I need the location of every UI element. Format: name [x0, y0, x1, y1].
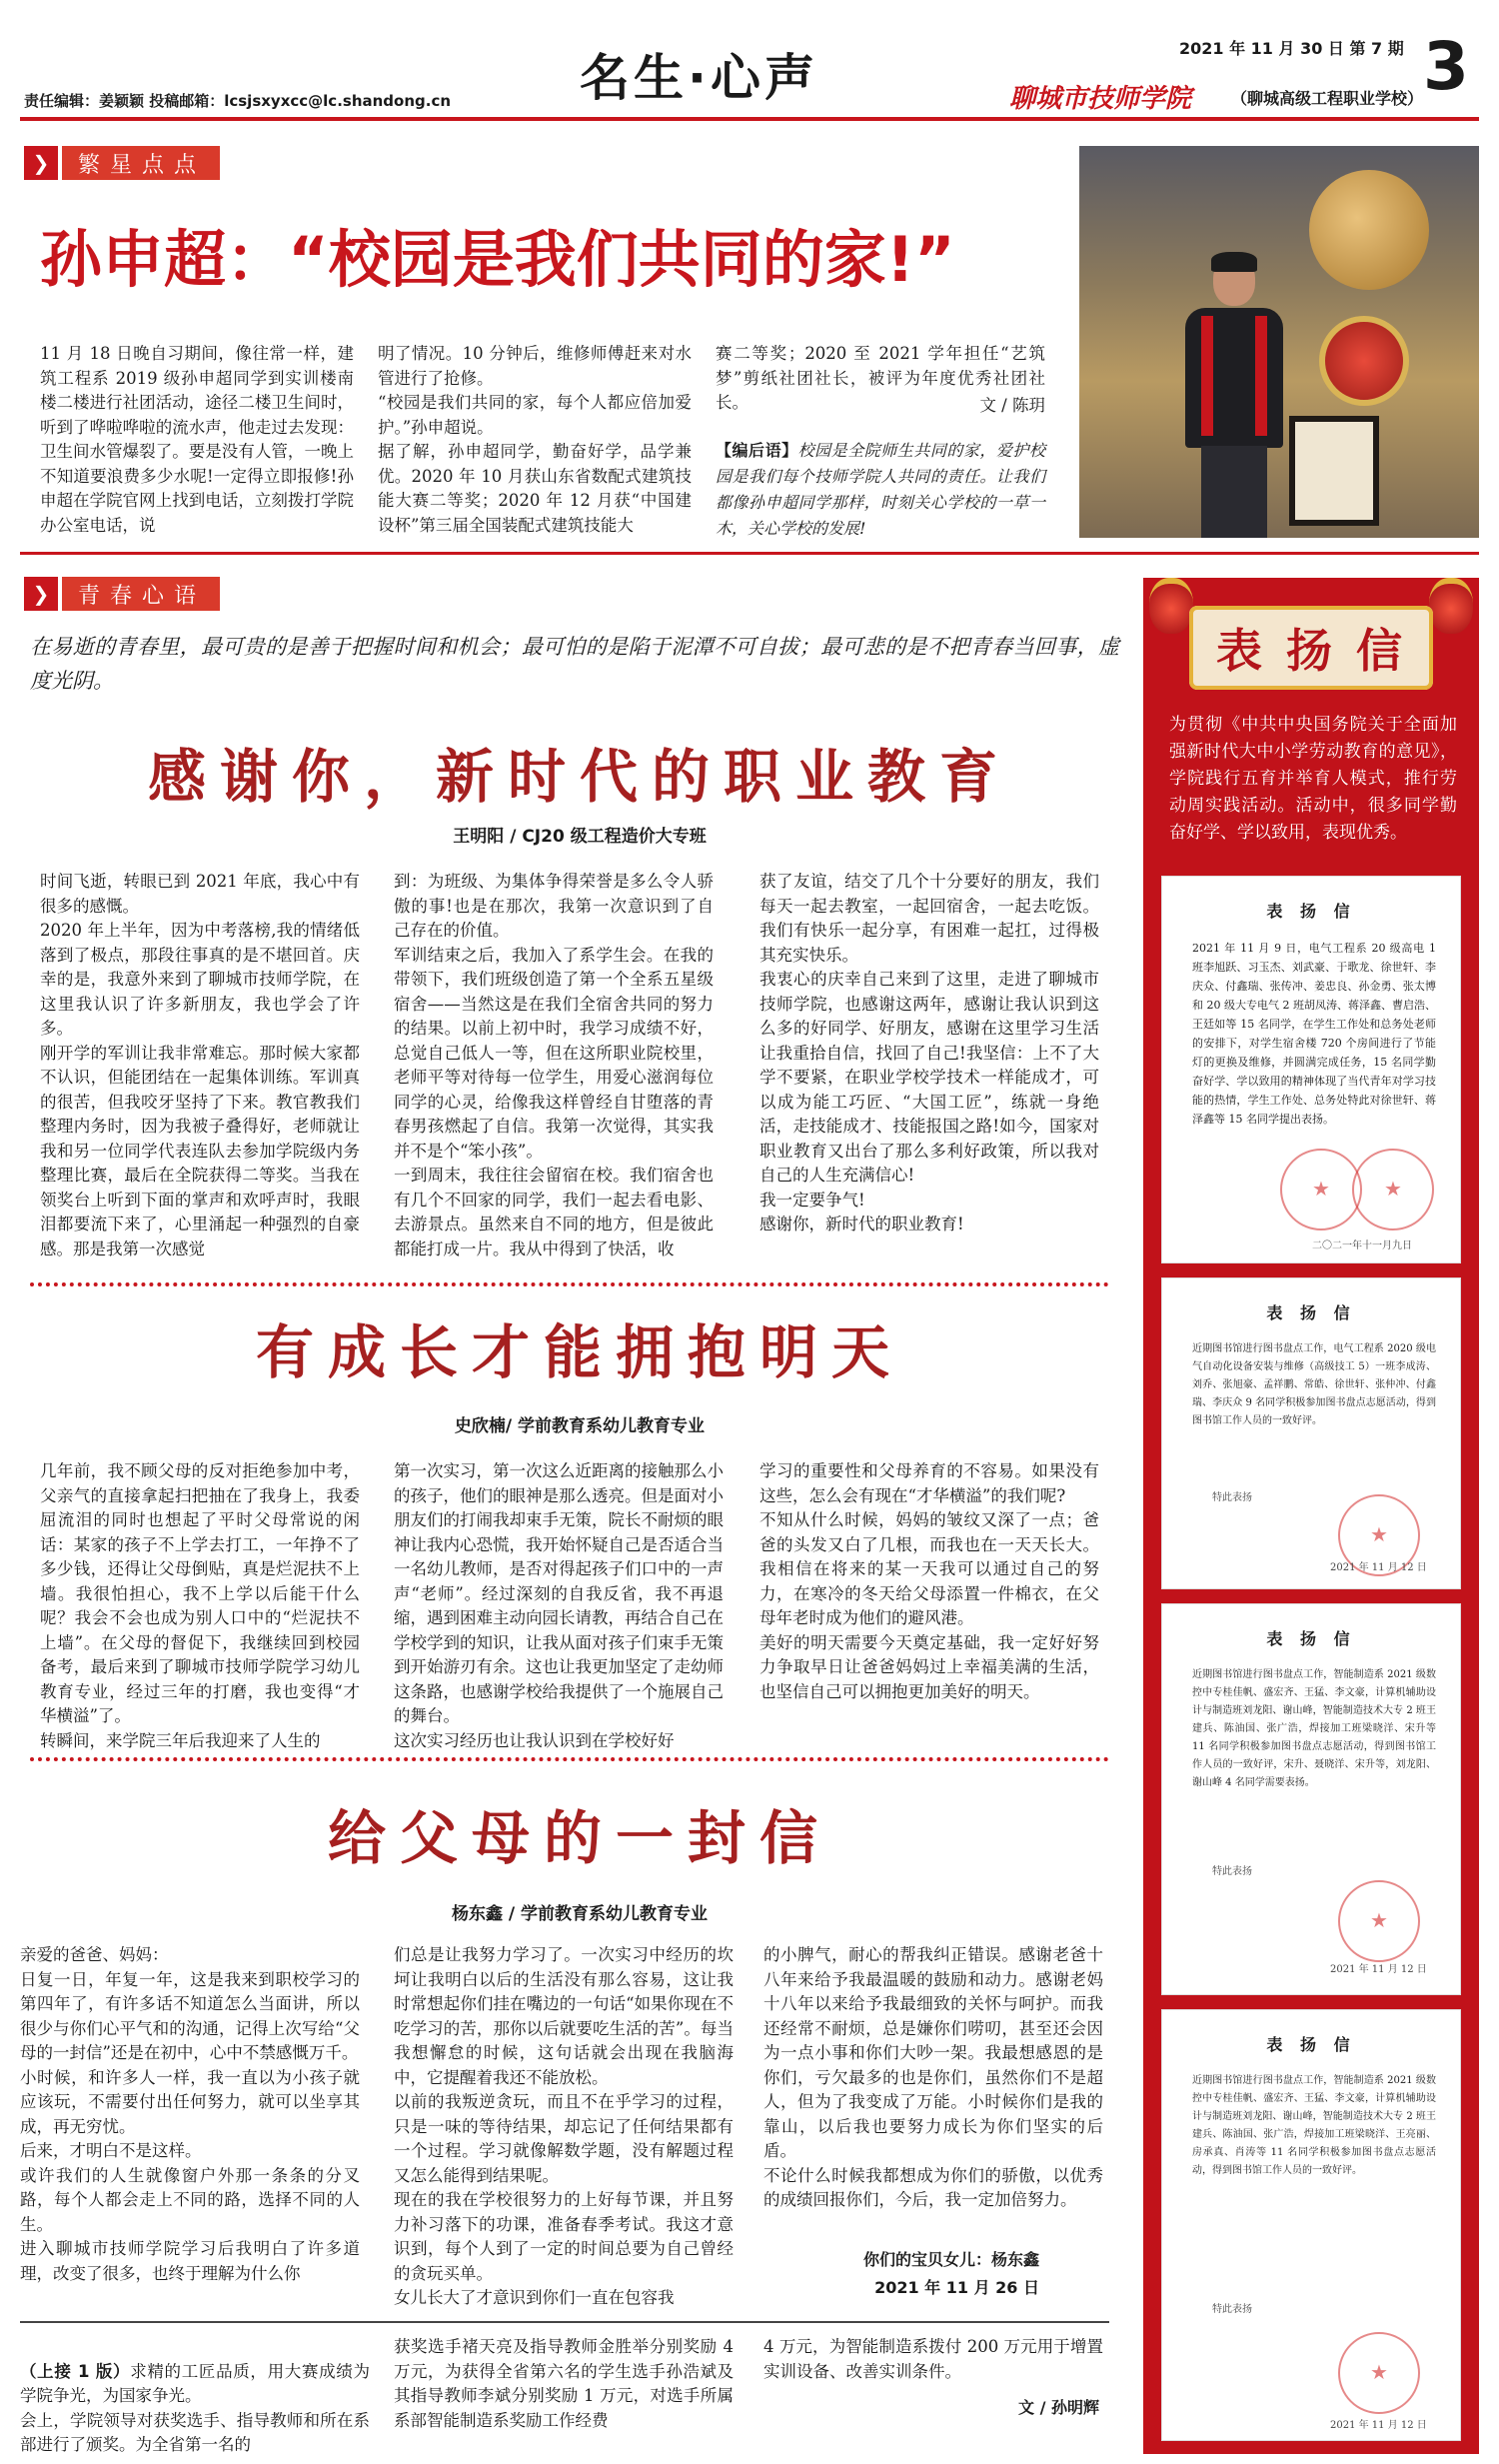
sidebar-title-banner — [1189, 606, 1433, 690]
photo-frame — [1289, 416, 1379, 526]
continued-col1-text: 求精的工匠品质，用大赛成绩为学院争光，为国家争光。 会上，学院领导对获奖选手、指导教师和所在系部进行了颁奖。为全省第一名的 — [20, 2361, 370, 2454]
article-divider — [30, 1282, 1109, 1286]
page-number: 3 — [1423, 28, 1469, 105]
article3-col1: 亲爱的爸爸、妈妈： 日复一日，年复一年，这是我来到职校学习的第四年了，有许多话不知道怎么当面讲，所以很少与你们心平气和的沟通，记得上次写给“父母的一封信”还是在初中，心中不禁感慨万千。 小时候，和许多人一样，我一直以为小孩子就应该玩，不需要付出任何努力，就可以坐享其成，再无穷忧。 后来，才明白不是这样。 或许我们的人生就像窗户外那一条条的分叉路，每个人都会走上不同的路，选择不同的人生。 进入聊城市技师学院学习后我明白了许多道理，改变了很多，也终于理解为什么你 — [20, 1945, 360, 2283]
photo-national-emblem — [1319, 316, 1409, 406]
sidebar-intro: 为贯彻《中共中央国务院关于全面加强新时代大中小学劳动教育的意见》，学院践行五育并举育人模式，推行劳动周实践活动。活动中，很多同学勤奋好学、学以致用，表现优秀。 — [1169, 715, 1457, 843]
article3-col2: 们总是让我努力学习了。一次实习中经历的坎坷让我明白以后的生活没有那么容易，这让我时常想起你们挂在嘴边的一句话“如果你现在不吃学习的苦，那你以后就要吃生活的苦”。每当我想懈怠的时候，这句话就会出现在我脑海中，它提醒着我还不能放松。 以前的我叛逆贪玩，而且不在乎学习的过程，只是一味的等待结果，却忘记了任何结果都有一个过程。学习就像解数学题，没有解题过程又怎么能得到结果呢。 现在的我在学校很努力的上好每节课，并且努力补习落下的功课，准备春季考试。我这才意识到，每个人到了一定的时间总要为自己曾经的贪玩买单。 女儿长大了才意识到你们一直在包容我 — [394, 1945, 734, 2307]
praise-letter-body: 2021 年 11 月 9 日，电气工程系 20 级高电 1 班李旭跃、习玉杰、刘武豪、于歌龙、徐世轩、李庆众、付鑫瑞、张传冲、姜忠良、孙金勇、张太博和 20 级大专电气 2 班胡凤涛、蒋泽鑫、曹启浩、王廷如等 15 名同学，在学生工作处和总务处老师的安排下，对学生宿舍楼 720 个房间进行了节能灯的更换及维修，并圆满完成任务，15 名同学勤奋好学、学以致用的精神体现了当代青年对学习技能的热情，学生工作处、总务处特此对徐世轩、蒋泽鑫等 15 名同学提出表扬。 — [1192, 942, 1436, 1126]
praise-letter-sign: 特此表扬 — [1212, 1492, 1252, 1503]
article2-title: 有成长才能拥抱明天 — [255, 1318, 903, 1386]
article1-byline: 王明阳 / CJ20 级工程造价大专班 — [453, 827, 707, 847]
red-seal-icon — [1338, 2332, 1420, 2414]
article1-title: 感谢你，新时代的职业教育 — [147, 743, 1011, 811]
praise-letter-title: 表 扬 信 — [1266, 2035, 1356, 2054]
continued-byline: 文 / 孙明辉 — [1018, 2398, 1099, 2417]
continued-col3: 4 万元，为智能制造系拨付 200 万元用于增置实训设备、改善实训条件。 — [763, 2337, 1103, 2381]
praise-letter-card — [1161, 1603, 1461, 1995]
praise-letter-body: 近期图书馆进行图书盘点工作，电气工程系 2020 级电气自动化设备安装与维修（高级技工 5）一班李成涛、刘乔、张旭豪、孟祥鹏、常皓、徐世轩、张仲冲、付鑫瑞、李庆众 9 名同学积极参加图书盘点志愿活动，得到图书馆工作人员的一致好评。 — [1192, 1343, 1436, 1426]
photo-person — [1179, 256, 1289, 538]
praise-letter-body: 近期图书馆进行图书盘点工作，智能制造系 2021 级数控中专桂佳帆、盛宏齐、王猛、李文豪，计算机辅助设计与制造班刘龙阳、谢山峰，智能制造技术大专 2 班王建兵、陈油国、张广浩，焊接加工班梁晓洋、王亮丽、房承真、肖涛等 11 名同学积极参加图书盘点志愿活动，得到图书馆工作人员的一致好评。 — [1192, 2075, 1436, 2176]
continued-label: （上接 1 版） — [20, 2361, 131, 2381]
article3-col3: 的小脾气，耐心的帮我纠正错误。感谢老爸十八年来给予我最温暖的鼓励和动力。感谢老妈十八年以来给予我最细致的关怀与呵护。而我还经常不耐烦，总是嫌你们唠叨，甚至还会因为一点小事和你们大吵一架。我最想感恩的是你们，亏欠最多的也是你们，虽然你们不是超人，但为了我变成了万能。小时候你们是我的靠山，以后我也要努力成长为你们坚实的后盾。 不论什么时候我都想成为你们的骄傲，以优秀的成绩回报你们，今后，我一定加倍努力。 — [763, 1945, 1103, 2209]
red-seal-icon — [1352, 1149, 1434, 1231]
lantern-icon — [1149, 578, 1193, 634]
praise-letter-card — [1161, 1277, 1461, 1589]
praise-letter-date: 2021 年 11 月 12 日 — [1330, 2420, 1427, 2431]
red-seal-icon — [1338, 1880, 1420, 1962]
praise-letter-sign: 特此表扬 — [1212, 2304, 1252, 2315]
praise-letter-title: 表 扬 信 — [1266, 1629, 1356, 1648]
letter-signature: 你们的宝贝女儿：杨东鑫 — [862, 2250, 1039, 2269]
section-tag-label: 青春心语 — [62, 577, 220, 611]
editor-note — [716, 438, 1045, 542]
story1-col2: 明了情况。10 分钟后，维修师傅赶来对水管进行了抢修。 “校园是我们共同的家，每个人都应倍加爱护。”孙申超说。 据了解，孙申超同学，勤奋好学，品学兼优。2020 年 10 月获山东省数配式建筑技能大赛二等奖；2020 年 12 月获“中国建设杯”第三届全国装配式建筑技能大 — [378, 344, 692, 535]
praise-letter-card — [1161, 876, 1461, 1263]
praise-letter-date: 二〇二一年十一月九日 — [1312, 1240, 1412, 1251]
editor-note-label: 【编后语】 — [716, 441, 798, 460]
section-tag-youth — [24, 577, 220, 611]
section1-rule — [20, 552, 1479, 555]
date-issue: 2021 年 11 月 30 日 第 7 期 — [1179, 39, 1404, 58]
lantern-icon — [1429, 578, 1473, 634]
article1-col1: 时间飞逝，转眼已到 2021 年底，我心中有很多的感慨。 2020 年上半年，因为中考落榜,我的情绪低落到了极点，那段往事真的是不堪回首。庆幸的是，我意外来到了聊城市技师学院，在这里我认识了许多新朋友，我也学会了许多。 刚开学的军训让我非常难忘。那时候大家都不认识，但能团结在一起集体训练。军训真的很苦，但我咬牙坚持了下来。教官教我们整理内务时，因为我被子叠得好，老师就让我和另一位同学代表连队去参加学院级内务整理比赛，最后在全院获得二等奖。当我在领奖台上听到下面的掌声和欢呼声时，我眼泪都要流下来了，心里涌起一种强烈的自豪感。那是我第一次感觉 — [40, 872, 360, 1258]
editor-info: 责任编辑：姜颖颖 投稿邮箱：lcsjsxyxcc@lc.shandong.cn — [24, 92, 452, 110]
praise-letter-title: 表 扬 信 — [1266, 902, 1356, 921]
continued-rule — [20, 2321, 1109, 2323]
article-divider — [30, 1757, 1109, 1761]
praise-letter-sign: 特此表扬 — [1212, 1866, 1252, 1877]
praise-letter-title: 表 扬 信 — [1266, 1303, 1356, 1322]
continued-col1 — [20, 2335, 370, 2458]
article3-title: 给父母的一封信 — [327, 1804, 831, 1872]
school-subtitle: （聊城高级工程职业学校） — [1231, 89, 1424, 108]
praise-sidebar — [1143, 578, 1479, 2454]
photo-bread-sculpture — [1309, 170, 1429, 290]
chevron-right-icon: ❯ — [24, 146, 58, 180]
chevron-right-icon: ❯ — [24, 577, 58, 611]
article2-byline: 史欣楠/ 学前教育系幼儿教育专业 — [454, 1416, 706, 1436]
praise-letter-date: 2021 年 11 月 12 日 — [1330, 1562, 1427, 1573]
school-logo-text: 聊城市技师学院 — [1009, 84, 1192, 114]
story1-col1: 11 月 18 日晚自习期间，像往常一样，建筑工程系 2019 级孙申超同学到实训楼南楼二楼进行社团活动，途径二楼卫生间时，听到了哗啦哗啦的流水声，他走过去发现：卫生间水管爆裂了。要是没有人管，一晚上不知道要浪费多少水呢!一定得立即报修!孙申超在学院官网上找到电话，立刻拨打学院办公室电话，说 — [40, 344, 354, 535]
article2-col3: 学习的重要性和父母养育的不容易。如果没有这些，怎么会有现在“才华横溢”的我们呢? 不知从什么时候，妈妈的皱纹又深了一点；爸爸的头发又白了几根，而我也在一天天长大。我相信在将来的某一天我可以通过自己的努力，在寒冷的冬天给父母添置一件棉衣，在父母年老时成为他们的避风港。 美好的明天需要今天奠定基础，我一定好好努力争取早日让爸爸妈妈过上幸福美满的生活，也坚信自己可以拥抱更加美好的明天。 — [759, 1461, 1099, 1701]
section2-intro: 在易逝的青春里，最可贵的是善于把握时间和机会；最可怕的是陷于泥潭不可自拔；最可悲的是不把青春当回事，虚度光阴。 — [30, 635, 1119, 693]
student-photo — [1079, 146, 1479, 538]
praise-letter-date: 2021 年 11 月 12 日 — [1330, 1964, 1427, 1975]
article1-col3: 获了友谊，结交了几个十分要好的朋友，我们每天一起去教室，一起回宿舍，一起去吃饭。我们有快乐一起分享，有困难一起扛，过得极其充实快乐。 我衷心的庆幸自己来到了这里，走进了聊城市技师学院，也感谢这两年，感谢让我认识到这么多的好同学、好朋友，感谢在这里学习生活让我重拾自信，找回了自己!我坚信：上不了大学不要紧，在职业学校学技术一样能成才，可以成为能工巧匠、“大国工匠”，练就一身绝活，走技能成才、技能报国之路!如今，国家对职业教育又出台了那么多利好政策，所以我对自己的人生充满信心! 我一定要争气! 感谢你，新时代的职业教育! — [759, 872, 1099, 1233]
sidebar-title: 表 扬 信 — [1215, 624, 1407, 678]
praise-letter-body: 近期图书馆进行图书盘点工作，智能制造系 2021 级数控中专桂佳帆、盛宏齐、王猛、李文豪，计算机辅助设计与制造班刘龙阳、谢山峰，智能制造技术大专 2 班王建兵、陈油国、张广浩，焊接加工班梁晓洋、宋升等 11 名同学积极参加图书盘点志愿活动，得到图书馆工作人员的一致好评，宋升、聂晓洋、宋升等，刘龙阳、谢山峰 4 名同学需要表扬。 — [1192, 1669, 1436, 1788]
section-tag-stars — [24, 146, 220, 180]
praise-letter-card — [1161, 2009, 1461, 2441]
article2-col2: 第一次实习，第一次这么近距离的接触那么小的孩子，他们的眼神是那么透亮。但是面对小朋友们的打闹我却束手无策，院长不耐烦的眼神让我内心恐慌，我开始怀疑自己是否适合当一名幼儿教师，是否对得起孩子们口中的一声声“老师”。经过深刻的自我反省，我不再退缩，遇到困难主动向园长请教，再结合自己在学校学到的知识，让我从面对孩子们束手无策到开始游刃有余。这也让我更加坚定了走幼师这条路，也感谢学校给我提供了一个施展自己的舞台。 这次实习经历也让我认识到在学校好好 — [394, 1461, 724, 1750]
editor-note-text: 校园是全院师生共同的家，爱护校园是我们每个技师学院人共同的责任。让我们都像孙申超同学那样，时刻关心学校的一草一木，关心学校的发展! — [716, 441, 1045, 538]
letter-date: 2021 年 11 月 26 日 — [874, 2278, 1039, 2297]
story1-byline: 文 / 陈玥 — [979, 396, 1045, 415]
headline: 孙申超：“校园是我们共同的家!” — [40, 223, 955, 296]
masthead-rule — [20, 117, 1479, 121]
continued-col2: 获奖选手褚天亮及指导教师金胜举分别奖励 4 万元，为获得全省第六名的学生选手孙浩斌及其指导教师李斌分别奖励 1 万元，对选手所属系部智能制造系奖励工作经费 — [394, 2337, 734, 2430]
story1-col3: 赛二等奖；2020 至 2021 学年担任“艺筑梦”剪纸社团社长，被评为年度优秀社团社长。 — [716, 344, 1045, 412]
article2-col1: 几年前，我不顾父母的反对拒绝参加中考，父亲气的直接拿起扫把抽在了我身上，我委屈流泪的同时也想起了平时父母常说的闲话：某家的孩子不上学去打工，一年挣不了多少钱，还得让父母倒贴，真是烂泥扶不上墙。我很怕担心，我不上学以后能干什么呢？我会不会也成为别人口中的“烂泥扶不上墙”。在父母的督促下，我继续回到校园备考，最后来到了聊城市技师学院学习幼儿教育专业，经过三年的打磨，我也变得“才华横溢”了。 转瞬间，来学院三年后我迎来了人生的 — [40, 1461, 360, 1750]
red-seal-icon — [1280, 1149, 1362, 1231]
article1-col2: 到：为班级、为集体争得荣誉是多么令人骄傲的事!也是在那次，我第一次意识到了自己存在的价值。 军训结束之后，我加入了系学生会。在我的带领下，我们班级创造了第一个全系五星级宿舍——当然这是在我们全宿舍共同的努力的结果。以前上初中时，我学习成绩不好，总觉自己低人一等，但在这所职业院校里，老师平等对待每一位学生，用爱心滋润每位同学的心灵，给像我这样曾经自甘堕落的青春男孩燃起了自信。我第一次觉得，其实我并不是个“笨小孩”。 一到周末，我往往会留宿在校。我们宿舍也有几个不回家的同学，我们一起去看电影、去游景点。虽然来自不同的地方，但是彼此都能打成一片。我从中得到了快活，收 — [394, 872, 714, 1258]
article3-byline: 杨东鑫 / 学前教育系幼儿教育专业 — [451, 1904, 709, 1924]
section-title: 名生·心声 — [580, 49, 818, 107]
section-tag-label: 繁星点点 — [62, 146, 220, 180]
